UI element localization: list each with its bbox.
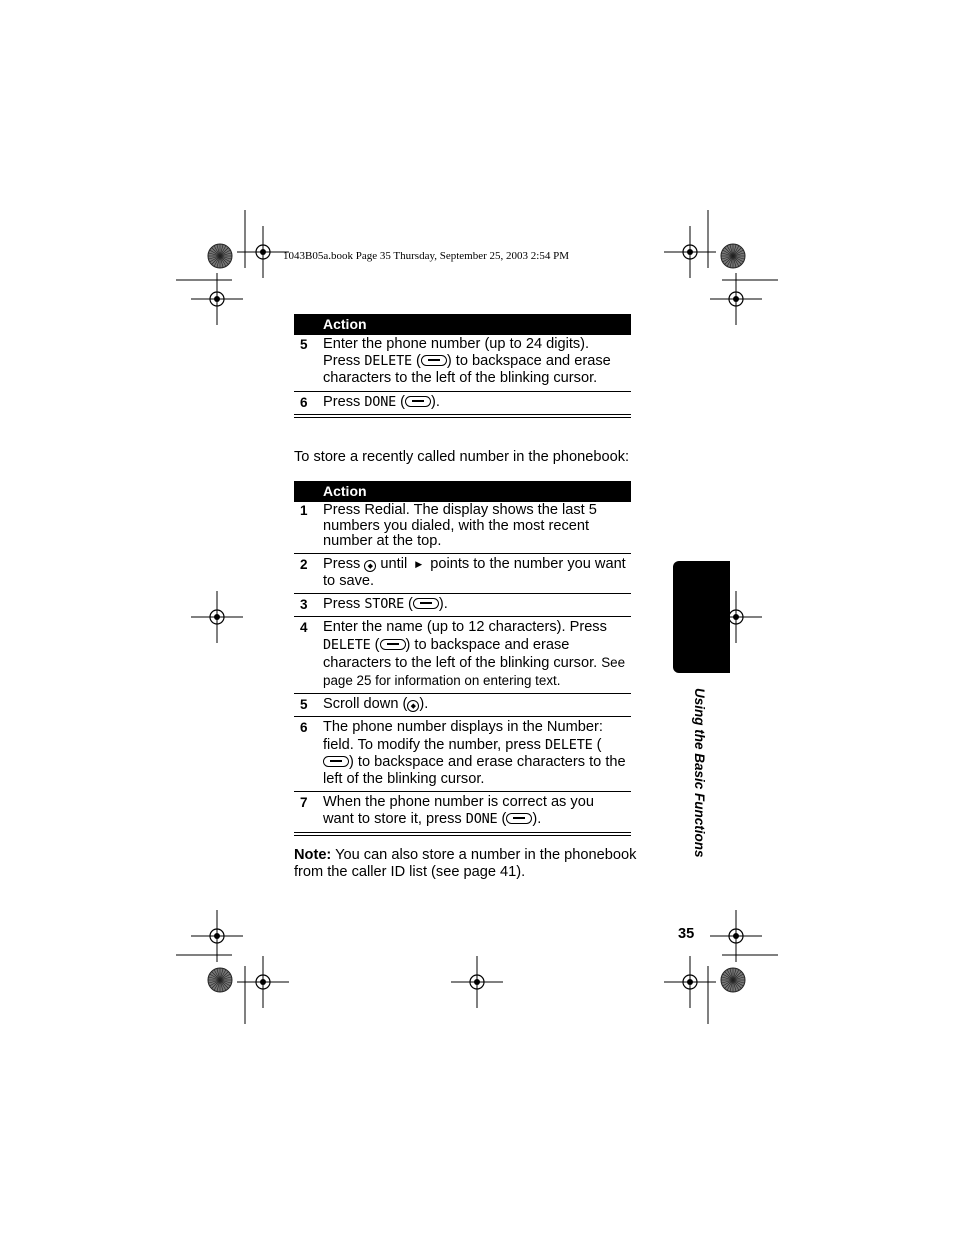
text-segment: until (376, 555, 412, 572)
note-label: Note: (294, 847, 332, 863)
text-segment: ). (532, 811, 542, 828)
table-end-rule (294, 414, 631, 418)
text-segment: When the phone number is correct as you want to store it, press (323, 794, 594, 828)
step-number: 1 (300, 503, 308, 518)
text-segment: ( (370, 636, 380, 653)
step-text (323, 619, 631, 690)
step-text (323, 719, 631, 788)
step-text (323, 394, 631, 411)
table-row (294, 392, 631, 414)
softkey-icon (323, 756, 349, 767)
table-row (294, 717, 631, 792)
text-segment: The phone number displays in the Number: field. To modify the number, press (323, 719, 603, 753)
text-segment: Enter the name (up to 12 characters). Press (323, 619, 607, 636)
softkey-icon (506, 813, 532, 824)
softkey-label: STORE (364, 596, 404, 613)
text-segment: ) to backspace and erase characters to the left of the blinking cursor. (323, 353, 611, 387)
text-segment: Press (323, 555, 365, 572)
step-number: 7 (300, 795, 308, 811)
step-number: 3 (300, 597, 308, 613)
table-row (294, 502, 631, 554)
text-segment: ( (396, 393, 405, 410)
step-text (323, 336, 631, 388)
action-table-2 (294, 481, 631, 836)
softkey-icon (380, 639, 406, 650)
step-number: 2 (300, 556, 308, 572)
step-number: 5 (300, 337, 308, 352)
step-number: 5 (300, 697, 308, 713)
table-header: Action (294, 314, 631, 335)
step-text (323, 556, 631, 590)
text-segment: Press (323, 596, 365, 613)
text-segment: Scroll down ( (323, 696, 408, 713)
action-table-1 (294, 314, 631, 418)
step-text: Press Redial. The display shows the last 5 numbers you dialed, with the most recent number at the top. (323, 502, 597, 550)
table-row (294, 554, 631, 594)
section-tab-marker (673, 561, 730, 673)
softkey-label: DONE (364, 393, 397, 410)
text-segment: ( (411, 353, 421, 370)
table-row (294, 694, 631, 717)
pointer-arrow-icon: ▶ (415, 558, 423, 569)
text-segment: ) to backspace and erase characters to the left of the blinking cursor. (323, 636, 602, 671)
softkey-label: DELETE (323, 636, 371, 653)
softkey-icon (421, 355, 447, 366)
text-segment: ( (592, 736, 602, 753)
step-number: 4 (300, 620, 308, 636)
step-text (323, 794, 631, 828)
text-segment: See page 25 for information on entering text. (323, 654, 626, 688)
text-segment: ). (431, 393, 440, 410)
text-segment: ). (419, 696, 429, 713)
softkey-label: DELETE (364, 353, 412, 370)
text-segment: ( (497, 811, 507, 828)
step-number: 6 (300, 394, 308, 410)
table-row (294, 335, 631, 392)
softkey-icon (405, 396, 431, 407)
softkey-label: DONE (465, 811, 498, 828)
table-header: Action (294, 481, 631, 502)
text-segment: ) to backspace and erase characters to the left of the blinking cursor. (323, 753, 626, 788)
note-text: You can also store a number in the phonebook from the caller ID list (see page 41). (294, 847, 637, 881)
nav-key-icon: ◆ (407, 700, 419, 712)
softkey-icon (413, 598, 439, 609)
page-number: 35 (678, 926, 695, 942)
text-segment: ( (404, 596, 413, 613)
table-row (294, 617, 631, 694)
step-number: 6 (300, 720, 308, 736)
softkey-label: DELETE (545, 736, 593, 753)
text-segment: points to the number you want to save. (323, 555, 626, 589)
nav-key-icon: ◆ (364, 560, 376, 572)
intro-text: To store a recently called number in the phonebook: (294, 449, 630, 465)
section-title-vertical: Using the Basic Functions (692, 688, 707, 858)
text-segment: ). (438, 596, 448, 613)
print-header: 1043B05a.book Page 35 Thursday, September 25, 2003 2:54 PM (283, 250, 569, 262)
note-paragraph (294, 847, 656, 881)
step-text (323, 596, 631, 613)
step-text (323, 696, 631, 713)
table-end-rule (294, 832, 631, 836)
table-row (294, 594, 631, 617)
text-segment: Enter the phone number (up to 24 digits). Press (323, 336, 590, 370)
text-segment: Press (323, 393, 365, 410)
table-row (294, 792, 631, 831)
